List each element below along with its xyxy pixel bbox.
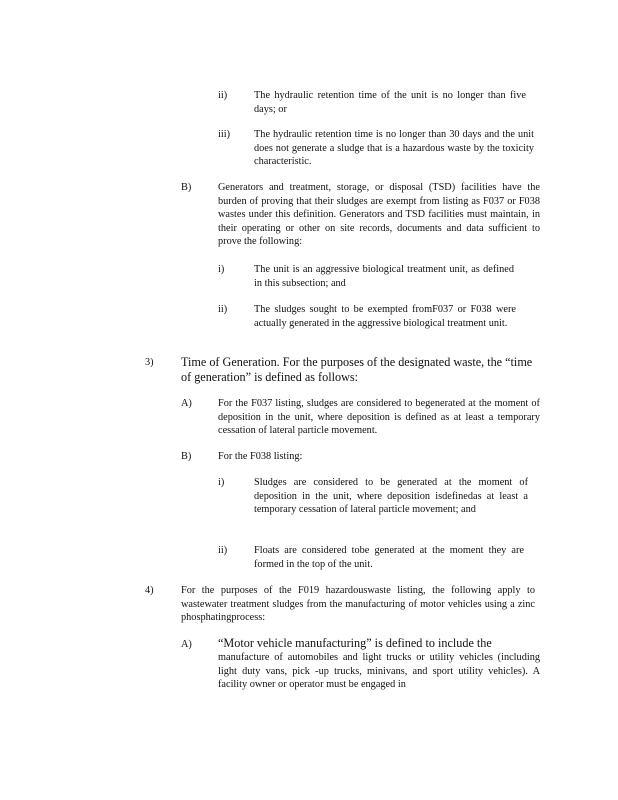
item-label: ii) (218, 304, 228, 315)
motor-vehicle-definition-lead: “Motor vehicle manufacturing” is defined to include the (218, 636, 492, 650)
paragraph-burden-of-proof: Generators and treatment, storage, or disposal (TSD) facilities have the burden of proving that their sludges are exempt from listing as F037 or F038 wastes under this definition. Generators and TSD facilities must maintain, in their operating or other on site records, documents and data sufficient to prove the following: (218, 182, 540, 248)
paragraph-aggressive-unit: The unit is an aggressive biological treatment unit, as defined in this subsection; and (254, 264, 514, 289)
item-label: i) (218, 264, 225, 275)
paragraph-retention-thirty-days: The hydraulic retention time is no longer than 30 days and the unit does not generate a sludge that is a hazardous waste by the toxicity characteristic. (254, 129, 534, 168)
item-label: iii) (218, 129, 231, 140)
item-label: A) (181, 639, 192, 650)
section-time-of-generation: Time of Generation. For the purposes of the designated waste, the “time of generation” is defined as follows: (181, 355, 533, 384)
item-label: A) (181, 398, 192, 409)
section-number: 3) (145, 357, 154, 368)
paragraph-retention-five-days: The hydraulic retention time of the unit is no longer than five days; or (254, 90, 526, 115)
item-label: B) (181, 182, 192, 193)
section-number: 4) (145, 585, 154, 596)
paragraph-motor-vehicle-manufacturing (218, 636, 540, 692)
paragraph-f037-listing: For the F037 listing, sludges are considered to begenerated at the moment of deposition in the unit, where deposition is defined as at least a temporary cessation of lateral particle movement. (218, 398, 540, 437)
item-label: ii) (218, 545, 228, 556)
motor-vehicle-definition-rest: manufacture of automobiles and light trucks or utility vehicles (including light duty vans, pick -up trucks, minivans, and sport utility vehicles). A facility owner or operator must be engaged in (218, 652, 540, 691)
paragraph-sludges-exempted: The sludges sought to be exempted fromF037 or F038 were actually generated in the aggressive biological treatment unit. (254, 304, 516, 329)
paragraph-floats: Floats are considered tobe generated at the moment they are formed in the top of the unit. (254, 545, 524, 570)
paragraph-f038-listing: For the F038 listing: (218, 451, 303, 462)
item-label: B) (181, 451, 192, 462)
paragraph-f019-listing: For the purposes of the F019 hazardouswaste listing, the following apply to wastewater treatment sludges from the manufacturing of motor vehicles using a zinc phosphatingprocess: (181, 585, 535, 624)
paragraph-sludges-generated: Sludges are considered to be generated at the moment of deposition in the unit, where deposition isdefinedas at least a temporary cessation of lateral particle movement; and (254, 477, 528, 516)
item-label: ii) (218, 90, 228, 101)
item-label: i) (218, 477, 225, 488)
